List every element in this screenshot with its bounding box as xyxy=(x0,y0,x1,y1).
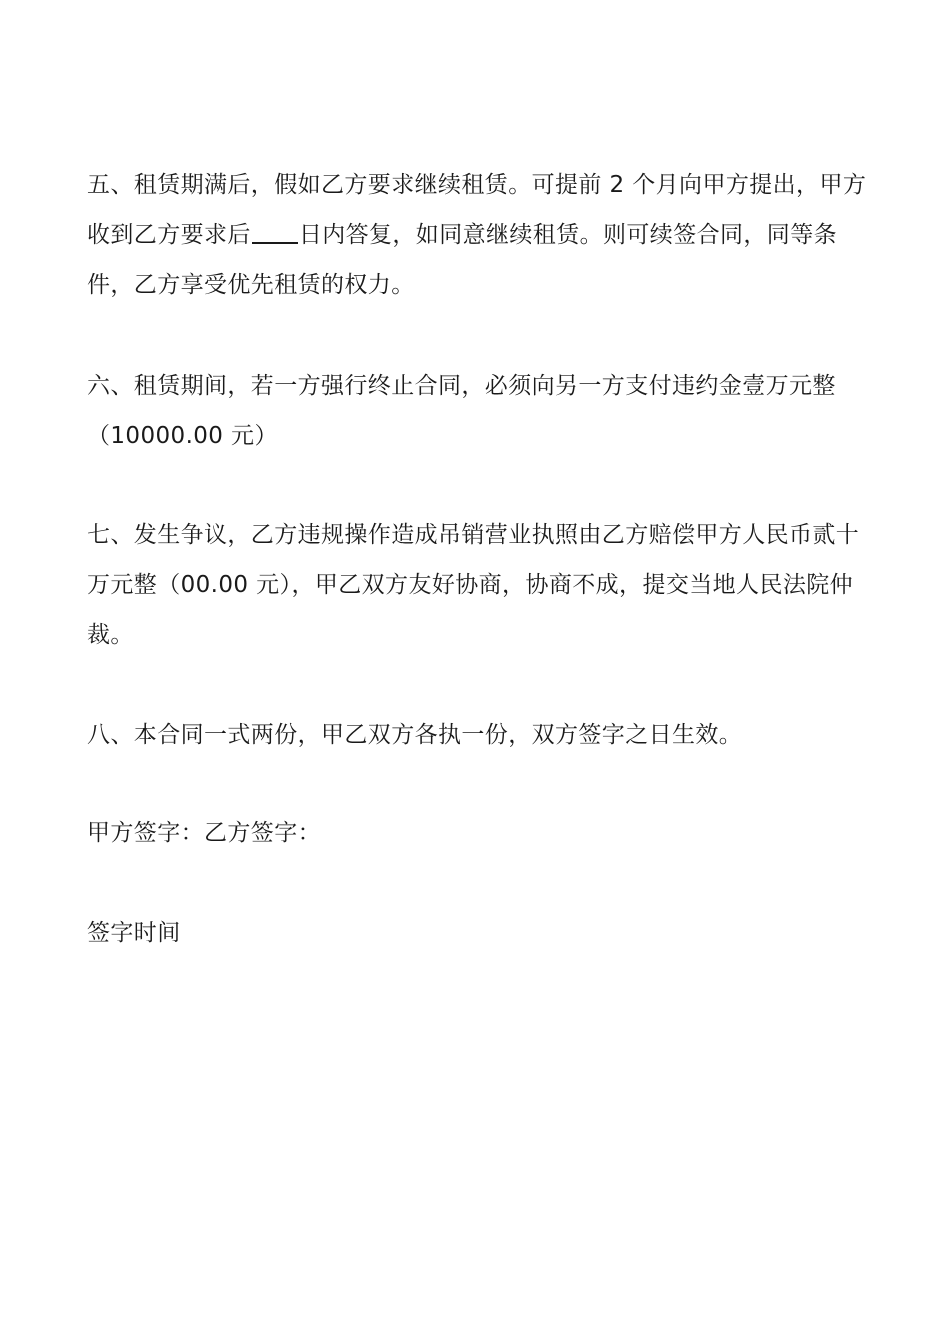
clause-seven: 七、发生争议，乙方违规操作造成吊销营业执照由乙方赔偿甲方人民币贰十万元整（00.00 元），甲乙双方友好协商，协商不成，提交当地人民法院仲裁。 xyxy=(87,522,860,648)
clause-five-text-2: 日内答复，如同意继续租赁。则可续签合同，同等条件，乙方享受优先租赁的权力。 xyxy=(87,222,838,298)
clause-six: 六、租赁期间，若一方强行终止合同，必须向另一方支付违约金壹万元整（10000.00 元） xyxy=(87,373,836,449)
signature-time: 签字时间 xyxy=(87,920,181,946)
clause-five-text-1: 五、租赁期满后，假如乙方要求继续租赁。可提前 2 个月向甲方提出，甲方收到乙方要求后 xyxy=(87,172,867,248)
clause-five xyxy=(87,160,867,310)
signature-line: 甲方签字：乙方签字： xyxy=(87,820,321,846)
clause-eight: 八、本合同一式两份，甲乙双方各执一份，双方签字之日生效。 xyxy=(87,722,743,748)
reply-days-blank xyxy=(252,218,298,244)
